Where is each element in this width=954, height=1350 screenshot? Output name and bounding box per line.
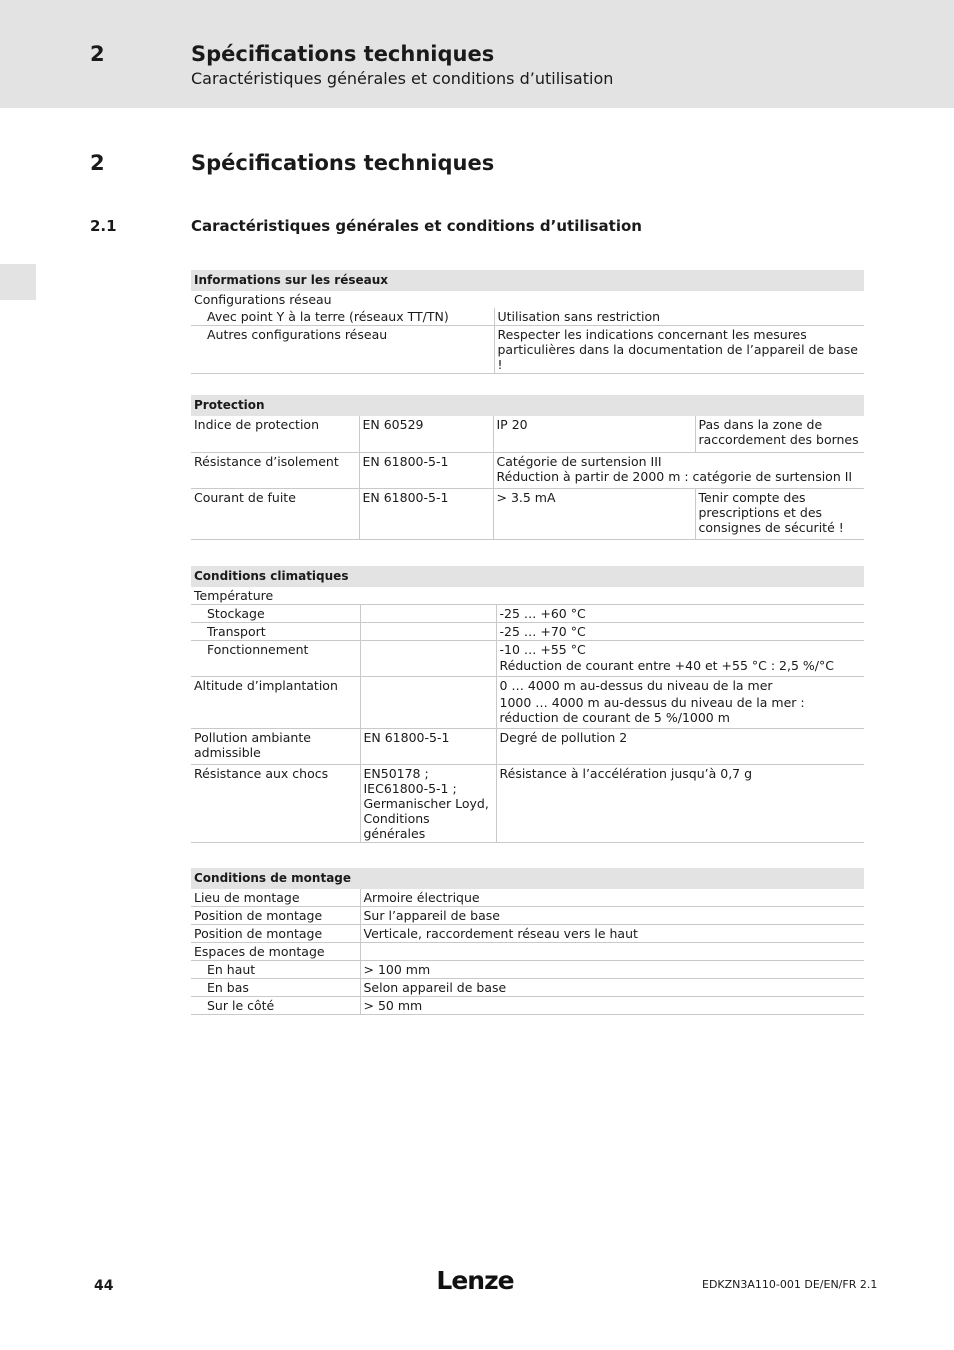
lenze-logo <box>430 1262 520 1298</box>
row-standard <box>360 605 496 623</box>
row-value: > 50 mm <box>360 997 864 1015</box>
row-label: Fonctionnement <box>191 641 360 677</box>
networks-heading: Informations sur les réseaux <box>191 270 864 291</box>
row-label: En bas <box>191 979 360 997</box>
table-row <box>191 605 864 623</box>
table-row <box>191 925 864 943</box>
row-value-line-1: 0 … 4000 m au-dessus du niveau de la mer <box>499 678 773 693</box>
table-row <box>191 961 864 979</box>
document-code: EDKZN3A110-001 DE/EN/FR 2.1 <box>702 1278 878 1291</box>
row-value: -25 … +70 °C <box>496 623 864 641</box>
networks-table <box>191 270 864 374</box>
row-label: Lieu de montage <box>191 889 360 907</box>
mounting-table <box>191 868 864 1015</box>
row-value: > 3.5 mA <box>493 488 695 539</box>
row-standard: EN 61800-5-1 <box>359 488 493 539</box>
row-label: Sur le côté <box>191 997 360 1015</box>
subsection-number: 2.1 <box>90 217 117 235</box>
section-number: 2 <box>90 151 105 175</box>
row-value: Résistance à l’accélération jusqu’à 0,7 g <box>496 765 864 843</box>
row-value <box>360 943 864 961</box>
row-value: Sur l’appareil de base <box>360 907 864 925</box>
row-value: Degré de pollution 2 <box>496 729 864 765</box>
row-value <box>496 641 864 677</box>
row-value <box>493 452 864 488</box>
table-row <box>191 291 864 308</box>
temperature-label: Température <box>191 587 864 605</box>
table-row <box>191 979 864 997</box>
row-value: Respecter les indications concernant les mesures particulières dans la documentation de l’appareil de base ! <box>494 326 864 374</box>
climate-heading: Conditions climatiques <box>191 566 864 587</box>
row-value: Armoire électrique <box>360 889 864 907</box>
table-row <box>191 623 864 641</box>
row-note: Tenir compte des prescriptions et des consignes de sécurité ! <box>695 488 864 539</box>
mounting-heading: Conditions de montage <box>191 868 864 889</box>
section-title: Spécifications techniques <box>191 151 495 175</box>
row-label: En haut <box>191 961 360 979</box>
row-standard <box>360 623 496 641</box>
row-standard: EN 61800-5-1 <box>359 452 493 488</box>
row-value: Selon appareil de base <box>360 979 864 997</box>
climate-table <box>191 566 864 843</box>
row-label: Avec point Y à la terre (réseaux TT/TN) <box>191 308 494 326</box>
table-row <box>191 452 864 488</box>
table-row <box>191 889 864 907</box>
row-label: Résistance d’isolement <box>191 452 359 488</box>
row-value: -25 … +60 °C <box>496 605 864 623</box>
row-standard <box>360 641 496 677</box>
row-label: Stockage <box>191 605 360 623</box>
row-label: Pollution ambiante admissible <box>191 729 360 765</box>
row-value: IP 20 <box>493 416 695 452</box>
row-label: Autres configurations réseau <box>191 326 494 374</box>
row-label: Position de montage <box>191 925 360 943</box>
row-value <box>496 677 864 729</box>
protection-table <box>191 395 864 540</box>
row-value-line-2: 1000 … 4000 m au-dessus du niveau de la mer : réduction de courant de 5 %/1000 m <box>499 695 805 725</box>
row-value-line-2: Réduction à partir de 2000 m : catégorie de surtension II <box>496 468 853 484</box>
table-row <box>191 943 864 961</box>
row-standard: EN 60529 <box>359 416 493 452</box>
row-standard: EN 61800-5-1 <box>360 729 496 765</box>
row-label: Altitude d’implantation <box>191 677 360 729</box>
table-row <box>191 488 864 539</box>
table-row <box>191 416 864 452</box>
row-label: Résistance aux chocs <box>191 765 360 843</box>
chapter-side-tab <box>0 264 36 300</box>
header-chapter-title: Spécifications techniques <box>191 42 495 66</box>
row-label: Espaces de montage <box>191 943 360 961</box>
header-chapter-number: 2 <box>90 42 105 66</box>
row-value: Verticale, raccordement réseau vers le haut <box>360 925 864 943</box>
table-row <box>191 729 864 765</box>
table-row <box>191 677 864 729</box>
row-note: Pas dans la zone de raccordement des bornes <box>695 416 864 452</box>
row-label: Courant de fuite <box>191 488 359 539</box>
row-value: > 100 mm <box>360 961 864 979</box>
table-row <box>191 997 864 1015</box>
page-number: 44 <box>94 1278 114 1294</box>
row-value: Utilisation sans restriction <box>494 308 864 326</box>
row-value-line-1: Catégorie de surtension III <box>496 453 662 469</box>
row-standard: EN50178 ; IEC61800-5-1 ; Germanischer Loyd, Conditions générales <box>360 765 496 843</box>
table-row <box>191 765 864 843</box>
row-label: Indice de protection <box>191 416 359 452</box>
row-value-line-1: -10 … +55 °C <box>499 642 586 657</box>
protection-heading: Protection <box>191 395 864 416</box>
row-value-line-2: Réduction de courant entre +40 et +55 °C : 2,5 %/°C <box>499 658 834 673</box>
logo-text: Lenze <box>436 1266 514 1295</box>
table-row <box>191 326 864 374</box>
row-standard <box>360 677 496 729</box>
subsection-title: Caractéristiques générales et conditions d’utilisation <box>191 217 642 235</box>
table-row <box>191 907 864 925</box>
row-label: Position de montage <box>191 907 360 925</box>
table-row <box>191 308 864 326</box>
row-label: Transport <box>191 623 360 641</box>
network-config-label: Configurations réseau <box>194 292 332 307</box>
table-row <box>191 641 864 677</box>
table-row <box>191 587 864 605</box>
header-subtitle: Caractéristiques générales et conditions d’utilisation <box>191 69 614 88</box>
